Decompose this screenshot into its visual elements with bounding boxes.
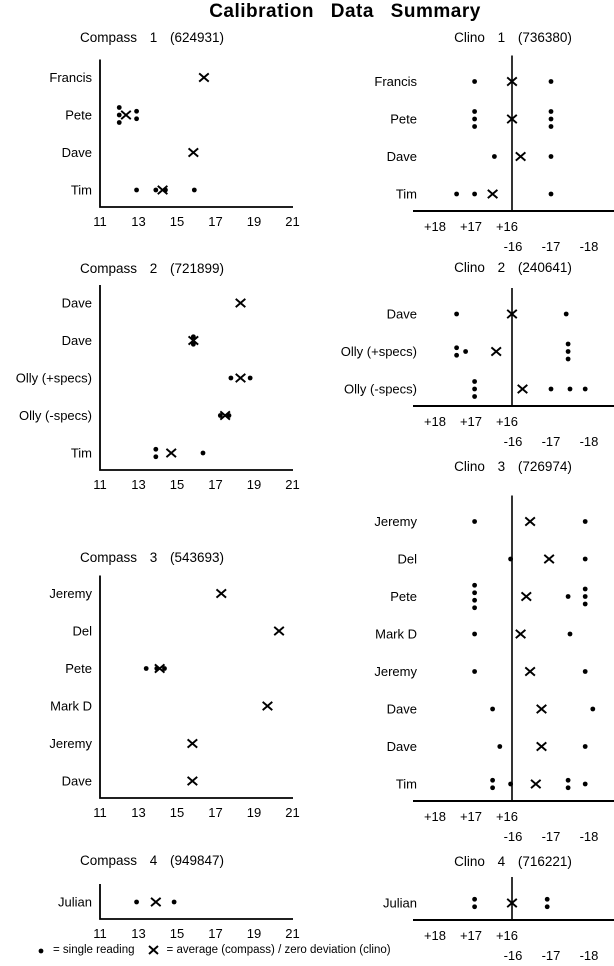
average-x-mark [544, 555, 554, 563]
x-tick-label: +17 [459, 809, 483, 824]
reading-dot [134, 188, 139, 193]
average-x-mark [537, 742, 547, 750]
reading-dot [583, 387, 588, 392]
reading-dot [545, 897, 550, 902]
reading-dot [549, 109, 554, 114]
plot-clino-1 [374, 30, 614, 254]
row-label: Pete [65, 107, 92, 123]
x-tick-label: 19 [246, 805, 262, 820]
reading-dot [583, 744, 588, 749]
x-tick-label: 21 [285, 477, 300, 492]
x-tick-label: 19 [246, 477, 262, 492]
x-tick-label: 15 [169, 214, 185, 229]
reading-dot [117, 120, 122, 125]
row-label: Mark D [50, 698, 92, 714]
x-tick-label: 21 [285, 214, 300, 229]
x-tick-label: 17 [208, 926, 223, 941]
average-x-mark [121, 111, 131, 119]
x-tick-label: 11 [93, 477, 107, 492]
reading-dot [472, 904, 477, 909]
row-label: Dave [61, 145, 92, 160]
x-tick-label: +18 [423, 809, 447, 824]
row-label: Jeremy [374, 514, 417, 529]
x-tick-label: -18 [579, 239, 599, 254]
reading-dot [568, 632, 573, 637]
row-label: Dave [386, 149, 417, 164]
reading-dot [583, 519, 588, 524]
row-label: Del [397, 551, 417, 567]
reading-dot [134, 900, 139, 905]
reading-dot [492, 154, 497, 159]
x-tick-label: -16 [503, 948, 523, 963]
average-x-mark [525, 517, 535, 525]
plot-clino-2 [341, 260, 614, 449]
plot-compass-3 [49, 550, 299, 820]
reading-dot [549, 154, 554, 159]
average-x-mark [216, 589, 226, 597]
plot-title: Compass 4 (949847) [79, 853, 225, 868]
average-x-mark [188, 739, 198, 747]
plot-compass-4 [58, 853, 300, 941]
x-tick-label: +18 [423, 219, 447, 234]
average-x-mark [522, 592, 532, 600]
x-tick-label: 15 [169, 477, 185, 492]
reading-dot [472, 79, 477, 84]
reading-dot [583, 669, 588, 674]
x-tick-label: 17 [208, 805, 223, 820]
row-label: Del [72, 623, 92, 639]
reading-dot [472, 379, 477, 384]
average-x-mark [274, 627, 284, 635]
reading-dot [549, 117, 554, 122]
x-tick-label: 13 [131, 805, 146, 820]
row-label: Tim [395, 776, 417, 792]
x-tick-label: -18 [579, 829, 599, 844]
x-tick-label: 13 [131, 926, 146, 941]
reading-dot [549, 192, 554, 197]
plot-title: Clino 4 (716221) [454, 854, 572, 869]
reading-dot [508, 782, 513, 787]
axis-lines [100, 576, 293, 799]
x-tick-label: +16 [495, 414, 519, 429]
row-label: Julian [383, 895, 417, 911]
x-tick-label: +16 [495, 219, 519, 234]
x-tick-label: +16 [495, 809, 519, 824]
average-x-mark [236, 374, 246, 382]
reading-dot [472, 109, 477, 114]
average-x-mark [518, 385, 528, 393]
row-label: Dave [61, 295, 92, 311]
x-tick-label: 17 [208, 477, 223, 492]
row-label: Olly (+specs) [15, 370, 92, 386]
average-x-mark [537, 705, 547, 713]
reading-dot [566, 349, 571, 354]
row-label: Pete [390, 111, 417, 127]
row-label: Francis [49, 70, 92, 85]
reading-dot [134, 116, 139, 121]
average-x-mark [199, 73, 209, 81]
reading-dot [566, 357, 571, 362]
axis-lines [100, 60, 293, 208]
reading-dot [472, 387, 477, 392]
plot-compass-2 [16, 261, 300, 492]
reading-dot [545, 904, 550, 909]
plot-title: Compass 1 (624931) [79, 30, 225, 45]
row-label: Tim [395, 186, 417, 202]
reading-dot [117, 105, 122, 110]
x-tick-label: 17 [208, 214, 223, 229]
x-tick-label: -17 [541, 948, 561, 963]
row-label: Dave [386, 739, 417, 754]
reading-dot [490, 778, 495, 783]
reading-dot [583, 557, 588, 562]
x-tick-label: -17 [541, 829, 561, 844]
reading-dot [454, 353, 459, 358]
reading-dot [229, 376, 234, 381]
x-tick-label: -17 [541, 239, 561, 254]
reading-dot [583, 587, 588, 592]
x-tick-label: 13 [131, 477, 146, 492]
reading-dot [472, 192, 477, 197]
row-label: Dave [386, 701, 417, 717]
reading-dot [117, 113, 122, 118]
x-tick-label: -17 [541, 434, 561, 449]
x-tick-label: -16 [503, 434, 523, 449]
row-label: Tim [70, 445, 92, 461]
reading-dot [201, 451, 206, 456]
x-tick-label: 19 [246, 214, 262, 229]
reading-dot [583, 594, 588, 599]
reading-dot [566, 342, 571, 347]
page-title: Calibration Data Summary [209, 1, 481, 22]
reading-dot [153, 454, 158, 459]
row-label: Pete [65, 661, 92, 676]
reading-dot [549, 124, 554, 129]
reading-dot [508, 557, 513, 562]
row-label: Dave [61, 333, 92, 348]
average-x-mark [516, 630, 526, 638]
reading-dot [472, 394, 477, 399]
reading-dot [549, 387, 554, 392]
reading-dot [454, 192, 459, 197]
reading-dot [568, 387, 573, 392]
reading-dot [490, 707, 495, 712]
average-x-mark [189, 148, 199, 156]
reading-dot [583, 602, 588, 607]
plot-title: Compass 2 (721899) [79, 261, 225, 276]
x-tick-label: +18 [423, 414, 447, 429]
x-tick-label: -16 [503, 239, 523, 254]
row-label: Jeremy [49, 586, 92, 601]
reading-dot [472, 669, 477, 674]
legend-x-label: = average (compass) / zero deviation (clino) [166, 944, 391, 956]
reading-dot [472, 519, 477, 524]
average-x-mark [516, 152, 526, 160]
x-tick-label: 11 [93, 805, 107, 820]
reading-dot [566, 785, 571, 790]
x-tick-label: -16 [503, 829, 523, 844]
reading-dot [566, 778, 571, 783]
reading-dot [564, 312, 569, 317]
plot-title: Clino 3 (726974) [454, 459, 572, 474]
x-tick-label: +16 [495, 928, 519, 943]
x-tick-label: 11 [93, 214, 107, 229]
x-tick-label: 19 [246, 926, 262, 941]
reading-dot [454, 345, 459, 350]
reading-dot [472, 598, 477, 603]
row-label: Olly (+specs) [340, 344, 417, 359]
reading-dot [144, 666, 149, 671]
reading-dot [472, 590, 477, 595]
x-tick-label: +17 [459, 414, 483, 429]
reading-dot [454, 312, 459, 317]
x-tick-label: 13 [131, 214, 146, 229]
reading-dot [153, 188, 158, 193]
x-tick-label: 11 [93, 926, 107, 941]
row-label: Francis [374, 74, 417, 89]
row-label: Olly (-specs) [344, 381, 417, 397]
reading-dot [463, 349, 468, 354]
x-tick-label: +18 [423, 928, 447, 943]
single-reading-dot-icon [36, 945, 46, 955]
reading-dot [472, 897, 477, 902]
x-tick-label: 15 [169, 805, 185, 820]
row-label: Dave [61, 773, 92, 789]
reading-dot [472, 632, 477, 637]
row-label: Julian [58, 894, 92, 910]
reading-dot [248, 376, 253, 381]
reading-dot [153, 447, 158, 452]
plot-clino-4 [383, 854, 614, 963]
plot-title: Compass 3 (543693) [79, 550, 225, 565]
average-x-mark [151, 898, 161, 906]
x-tick-label: +17 [459, 219, 483, 234]
reading-dot [549, 79, 554, 84]
reading-dot [566, 594, 571, 599]
average-x-icon [147, 944, 160, 956]
reading-dot [472, 124, 477, 129]
average-x-mark [166, 449, 176, 457]
average-x-mark [263, 702, 273, 710]
row-label: Tim [70, 182, 92, 198]
average-x-mark [531, 780, 541, 788]
reading-dot [192, 188, 197, 193]
row-label: Dave [386, 306, 417, 322]
plot-compass-1 [49, 30, 299, 229]
axis-lines [100, 285, 293, 470]
reading-dot [490, 785, 495, 790]
average-x-mark [188, 777, 198, 785]
row-label: Jeremy [374, 664, 417, 679]
x-tick-label: -18 [579, 434, 599, 449]
x-tick-label: +17 [459, 928, 483, 943]
reading-dot [472, 117, 477, 122]
row-label: Jeremy [49, 736, 92, 751]
axis-lines [100, 884, 293, 919]
plot-title: Clino 2 (240641) [454, 260, 572, 275]
average-x-mark [525, 667, 535, 675]
reading-dot [172, 900, 177, 905]
legend [36, 944, 391, 956]
x-tick-label: 21 [285, 805, 300, 820]
reading-dot [134, 109, 139, 114]
reading-dot [590, 707, 595, 712]
x-tick-label: 15 [169, 926, 185, 941]
row-label: Pete [390, 589, 417, 604]
row-label: Olly (-specs) [19, 408, 92, 423]
legend-dot-label: = single reading [53, 944, 135, 956]
row-label: Mark D [375, 626, 417, 642]
average-x-mark [491, 347, 501, 355]
reading-dot [472, 605, 477, 610]
average-x-mark [488, 190, 498, 198]
x-tick-label: -18 [579, 948, 599, 963]
reading-dot [497, 744, 502, 749]
average-x-mark [236, 299, 246, 307]
x-tick-label: 21 [285, 926, 300, 941]
plot-title: Clino 1 (736380) [454, 30, 572, 45]
reading-dot [472, 583, 477, 588]
reading-dot [583, 782, 588, 787]
plot-clino-3 [374, 459, 614, 844]
